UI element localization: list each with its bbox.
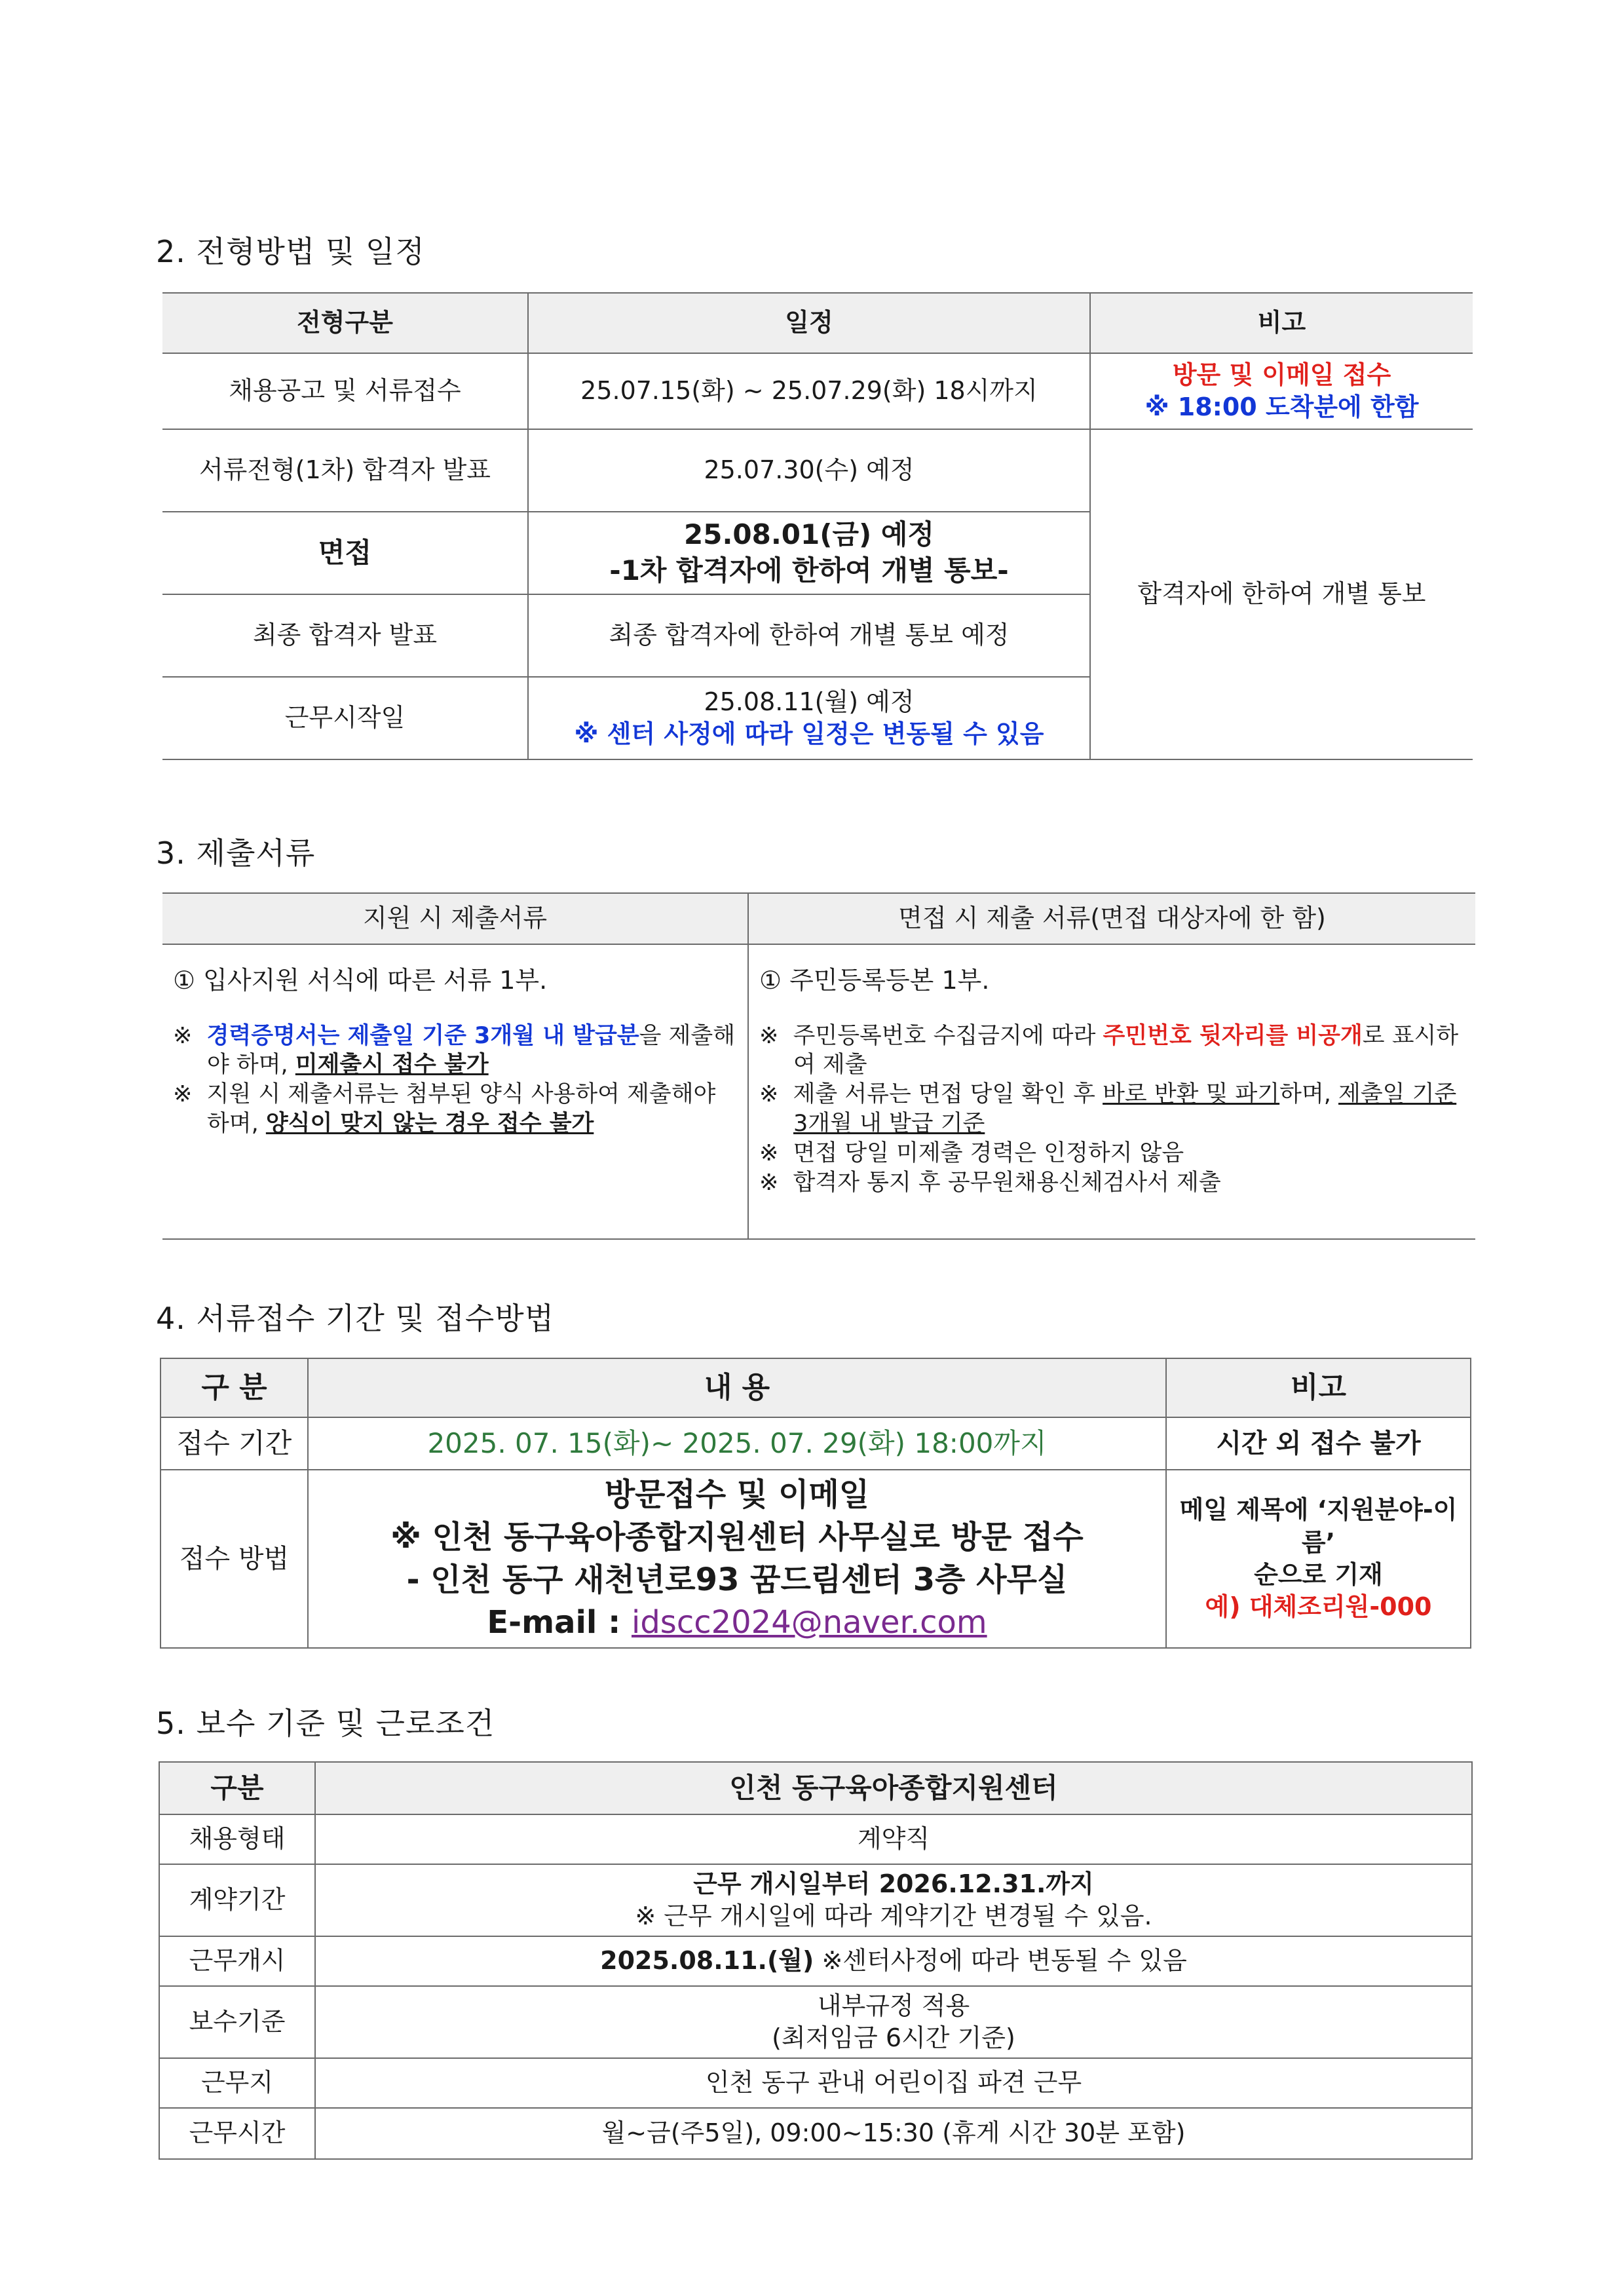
schedule-cell: 서류전형(1차) 합격자 발표 — [162, 429, 528, 512]
schedule-cell: 근무시작일 — [162, 677, 528, 759]
email-link[interactable]: idscc2024@naver.com — [632, 1603, 987, 1641]
docs-note: ※ 합격자 통지 후 공무원채용신체검사서 제출 — [759, 1169, 1221, 1196]
schedule-cell: 25.07.30(수) 예정 — [528, 429, 1090, 512]
apply-cell: 접수 기간 — [161, 1417, 308, 1470]
start-date: 25.08.11(월) 예정 — [704, 687, 915, 716]
schedule-header-note: 비고 — [1090, 293, 1473, 353]
docs-header-apply: 지원 시 제출서류 — [162, 893, 748, 944]
table-row — [161, 1470, 1471, 1648]
application-table — [160, 1358, 1471, 1649]
conditions-cell: 2025.08.11.(월) ※센터사정에 따라 변동될 수 있음 — [315, 1936, 1472, 1986]
schedule-cell — [528, 512, 1090, 594]
conditions-table — [159, 1761, 1473, 2160]
note-red: 방문 및 이메일 접수 — [1172, 360, 1391, 389]
schedule-cell: 최종 합격자에 한하여 개별 통보 예정 — [528, 594, 1090, 677]
schedule-table — [162, 292, 1473, 760]
conditions-cell: 근무시간 — [159, 2108, 315, 2159]
schedule-note-cell — [1090, 353, 1473, 429]
conditions-cell: 계약기간 — [159, 1864, 315, 1936]
schedule-cell: 채용공고 및 서류접수 — [162, 353, 528, 429]
schedule-cell: 최종 합격자 발표 — [162, 594, 528, 677]
conditions-cell: 내부규정 적용 (최저임금 6시간 기준) — [315, 1986, 1472, 2058]
table-row — [159, 1986, 1472, 2058]
table-row — [159, 1936, 1472, 1986]
docs-note: ※ 지원 시 제출서류는 첨부된 양식 사용하여 제출해야 하며, 양식이 맞지 않는 경우 접수 불가 — [173, 1081, 716, 1138]
table-row — [159, 2058, 1472, 2108]
schedule-cell — [528, 677, 1090, 759]
docs-item: ① 입사지원 서식에 따른 서류 1부. — [173, 966, 548, 995]
conditions-cell: 월~금(주5일), 09:00~15:30 (휴게 시간 30분 포함) — [315, 2108, 1472, 2159]
apply-cell: 시간 외 접수 불가 — [1166, 1417, 1471, 1470]
schedule-cell: 25.07.15(화) ~ 25.07.29(화) 18시까지 — [528, 353, 1090, 429]
apply-cell: 접수 방법 — [161, 1470, 308, 1648]
conditions-cell: 계약직 — [315, 1814, 1472, 1864]
conditions-cell: 보수기준 — [159, 1986, 315, 2058]
table-row — [162, 944, 1475, 1239]
section-5-title: 5. 보수 기준 및 근로조건 — [156, 1706, 495, 1741]
conditions-header-center: 인천 동구육아종합지원센터 — [315, 1762, 1472, 1814]
apply-header-content: 내 용 — [308, 1358, 1166, 1417]
apply-period: 2025. 07. 15(화)~ 2025. 07. 29(화) 18:00까지 — [308, 1417, 1166, 1470]
apply-header-note: 비고 — [1166, 1358, 1471, 1417]
note-blue: ※ 18:00 도착분에 한함 — [1144, 392, 1419, 421]
schedule-header-type: 전형구분 — [162, 293, 528, 353]
table-row — [159, 2108, 1472, 2159]
merged-note-cell: 합격자에 한하여 개별 통보 — [1090, 429, 1473, 759]
conditions-cell: 인천 동구 관내 어린이집 파견 근무 — [315, 2058, 1472, 2108]
docs-apply-cell — [162, 944, 748, 1239]
schedule-header-date: 일정 — [528, 293, 1090, 353]
documents-table — [162, 892, 1475, 1240]
conditions-cell: 채용형태 — [159, 1814, 315, 1864]
docs-note: ※ 경력증명서는 제출일 기준 3개월 내 발급분을 제출해야 하며, 미제출시 접수 불가 — [173, 1022, 736, 1079]
docs-note: ※ 주민등록번호 수집금지에 따라 주민번호 뒷자리를 비공개로 표시하여 제출 — [759, 1022, 1459, 1079]
table-row — [159, 1814, 1472, 1864]
table-row — [162, 353, 1473, 429]
docs-note: ※ 면접 당일 미제출 경력은 인정하지 않음 — [759, 1139, 1184, 1166]
table-row — [161, 1417, 1471, 1470]
conditions-header-kind: 구분 — [159, 1762, 315, 1814]
apply-header-kind: 구 분 — [161, 1358, 308, 1417]
interview-date: 25.08.01(금) 예정 — [684, 518, 934, 551]
table-row — [159, 1864, 1472, 1936]
section-3-title: 3. 제출서류 — [156, 835, 316, 871]
conditions-cell: 근무지 — [159, 2058, 315, 2108]
interview-note: -1차 합격자에 한하여 개별 통보- — [609, 554, 1009, 586]
schedule-cell: 면접 — [162, 512, 528, 594]
docs-header-interview: 면접 시 제출 서류(면접 대상자에 한 함) — [748, 893, 1475, 944]
conditions-cell: 근무개시 — [159, 1936, 315, 1986]
section-2-title: 2. 전형방법 및 일정 — [156, 234, 425, 269]
start-note: ※ 센터 사정에 따라 일정은 변동될 수 있음 — [574, 719, 1044, 748]
table-row — [162, 429, 1473, 512]
docs-interview-cell — [748, 944, 1475, 1239]
section-4-title: 4. 서류접수 기간 및 접수방법 — [156, 1301, 555, 1336]
conditions-cell: 근무 개시일부터 2026.12.31.까지 ※ 근무 개시일에 따라 계약기간 변경될 수 있음. — [315, 1864, 1472, 1936]
apply-note-cell: 메일 제목에 ‘지원분야-이름’ 순으로 기재 예) 대체조리원-000 — [1166, 1470, 1471, 1648]
docs-note: ※ 제출 서류는 면접 당일 확인 후 바로 반환 및 파기하며, 제출일 기준 3개월 내 발급 기준 — [759, 1081, 1457, 1138]
apply-method-cell: 방문접수 및 이메일 ※ 인천 동구육아종합지원센터 사무실로 방문 접수 - 인천 동구 새천년로93 꿈드림센터 3층 사무실 E-mail : idscc2024@naver.com — [308, 1470, 1166, 1648]
docs-item: ① 주민등록등본 1부. — [759, 966, 990, 995]
